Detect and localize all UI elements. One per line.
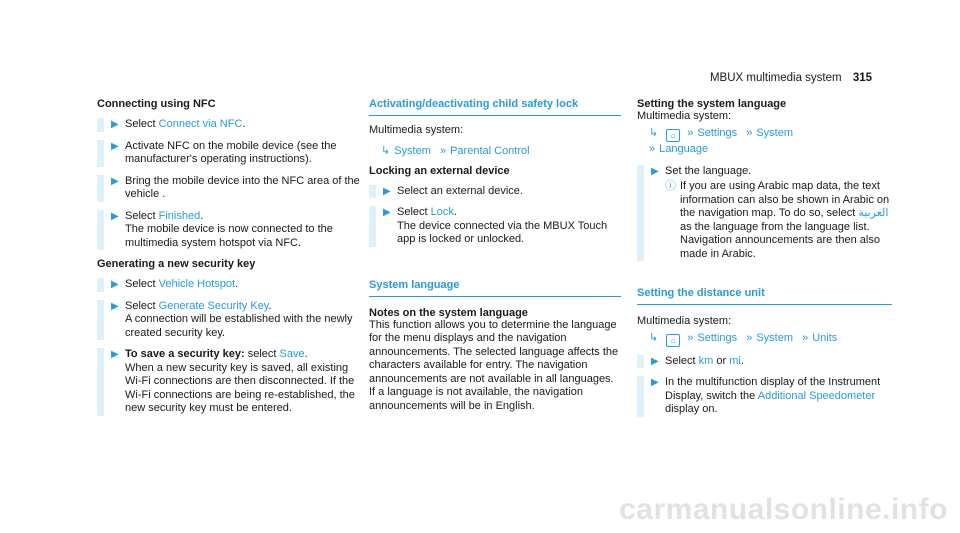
chevron-icon: » bbox=[802, 331, 809, 344]
finished-link[interactable]: Finished bbox=[158, 209, 201, 222]
step-arrow-icon: ▶ bbox=[111, 140, 119, 152]
step-arrow-icon: ▶ bbox=[111, 300, 119, 312]
column-2 bbox=[369, 98, 621, 419]
system-language-heading: System language bbox=[369, 279, 621, 297]
nfc-step-4: ▶ Select Finished. The mobile device is now connected to the multimedia system hotspot via NFC. bbox=[97, 210, 365, 251]
path-settings[interactable]: Settings bbox=[697, 126, 738, 139]
chevron-icon: » bbox=[687, 126, 694, 139]
chevron-icon: » bbox=[687, 331, 694, 344]
multimedia-label-2: Multimedia system: bbox=[637, 315, 732, 327]
nav-path-language bbox=[649, 126, 892, 157]
gen-key-heading: Generating a new security key bbox=[97, 258, 256, 270]
step-arrow-icon: ▶ bbox=[383, 185, 391, 197]
path-system[interactable]: System bbox=[756, 331, 794, 344]
step-arrow-icon: ▶ bbox=[111, 175, 119, 187]
child-lock-heading: Activating/deactivating child safety lock bbox=[369, 98, 621, 116]
set-lang-step: ▶ Set the language. ⓘ If you are using Arabic map data, the text information can also be shown in Arabic on the navigation map. To do so, select العربية as the language from the language list. Navigation announcements are then also made in Arabic. bbox=[637, 165, 892, 262]
column-3 bbox=[637, 98, 892, 425]
path-units[interactable]: Units bbox=[812, 331, 838, 344]
lock-step-1: ▶ Select an external device. bbox=[369, 185, 621, 199]
home-icon[interactable]: ⌂ bbox=[666, 334, 680, 347]
multimedia-label: Multimedia system: bbox=[637, 110, 732, 122]
info-note: ⓘ If you are using Arabic map data, the text information can also be shown in Arabic on the navigation map. To do so, select العربية as the language from the language list. Navigation announcements are then also made in Arabic. bbox=[665, 180, 890, 260]
path-system[interactable]: System bbox=[756, 126, 794, 139]
path-arrow-icon: ↳ bbox=[381, 144, 391, 157]
step-arrow-icon: ▶ bbox=[651, 377, 659, 388]
page-number: 315 bbox=[852, 72, 872, 84]
distance-unit-heading: Setting the distance unit bbox=[637, 287, 892, 305]
home-icon[interactable]: ⌂ bbox=[666, 129, 680, 142]
additional-speedometer-option[interactable]: Additional Speedometer bbox=[757, 389, 876, 402]
nfc-heading: Connecting using NFC bbox=[97, 98, 216, 110]
path-arrow-icon: ↳ bbox=[649, 126, 659, 139]
chevron-icon: » bbox=[746, 126, 753, 139]
units-step-1: ▶ Select km or mi. bbox=[637, 355, 892, 369]
step-arrow-icon: ▶ bbox=[111, 279, 119, 290]
save-link[interactable]: Save bbox=[279, 348, 305, 360]
gen-step-2: ▶ Select Generate Security Key. A connection will be established with the newly created security key. bbox=[97, 300, 365, 341]
notes-text: This function allows you to determine the language for the menu displays and the navigation announcements. The selected language affects the characters available for entry. The navigation announcements are not available in all languages. If a language is not available, the navigation announcements will be in English. bbox=[369, 318, 619, 412]
generate-key-link[interactable]: Generate Security Key bbox=[158, 299, 269, 312]
gen-step-1: ▶ Select Vehicle Hotspot. bbox=[97, 278, 365, 292]
path-language[interactable]: Language bbox=[659, 142, 709, 155]
chevron-icon: » bbox=[746, 331, 753, 344]
column-1 bbox=[97, 98, 365, 424]
path-system[interactable]: System bbox=[394, 144, 431, 157]
path-arrow-icon: ↳ bbox=[649, 331, 659, 344]
arabic-option[interactable]: العربية bbox=[858, 207, 889, 219]
km-option[interactable]: km bbox=[698, 354, 714, 367]
units-step-2: ▶ In the multifunction display of the Instrument Display, switch the Additional Speedometer display on. bbox=[637, 376, 892, 417]
chevron-icon: » bbox=[649, 142, 656, 155]
nfc-step-2: ▶ Activate NFC on the mobile device (see the manufacturer's operating instructions). bbox=[97, 140, 365, 167]
set-language-heading: Setting the system language bbox=[637, 98, 787, 110]
connect-via-nfc-link[interactable]: Connect via NFC bbox=[158, 118, 243, 130]
path-settings[interactable]: Settings bbox=[697, 331, 738, 344]
header-title: MBUX multimedia system bbox=[709, 72, 842, 84]
step-arrow-icon: ▶ bbox=[111, 119, 119, 130]
watermark: carmanualsonline.info bbox=[619, 493, 948, 526]
path-parental-control[interactable]: Parental Control bbox=[450, 144, 530, 157]
multimedia-label: Multimedia system: bbox=[369, 124, 464, 136]
lock-heading: Locking an external device bbox=[369, 164, 510, 177]
step-arrow-icon: ▶ bbox=[651, 355, 659, 367]
step-arrow-icon: ▶ bbox=[111, 349, 119, 360]
notes-heading: Notes on the system language bbox=[369, 306, 528, 319]
mi-option[interactable]: mi bbox=[729, 354, 741, 367]
page-header bbox=[710, 72, 872, 84]
chevron-icon: » bbox=[439, 144, 447, 157]
vehicle-hotspot-link[interactable]: Vehicle Hotspot bbox=[158, 278, 236, 290]
nav-path bbox=[381, 144, 621, 159]
nav-path-units bbox=[649, 331, 892, 347]
info-icon: ⓘ bbox=[665, 180, 676, 192]
nfc-step-1: ▶ Select Connect via NFC. bbox=[97, 118, 365, 132]
step-arrow-icon: ▶ bbox=[651, 165, 659, 177]
lock-step-2: ▶ Select Lock. The device connected via the MBUX Touch app is locked or unlocked. bbox=[369, 206, 621, 247]
step-arrow-icon: ▶ bbox=[111, 210, 119, 222]
gen-step-3: ▶ To save a security key: select Save. When a new security key is saved, all existing Wi-Fi connections are then disconnected. If the Wi-Fi connections are being re-established, the new security key must be entered. bbox=[97, 348, 365, 416]
nfc-step-3: ▶ Bring the mobile device into the NFC area of the vehicle . bbox=[97, 175, 365, 202]
step-arrow-icon: ▶ bbox=[383, 207, 391, 218]
lock-link[interactable]: Lock bbox=[430, 206, 454, 218]
